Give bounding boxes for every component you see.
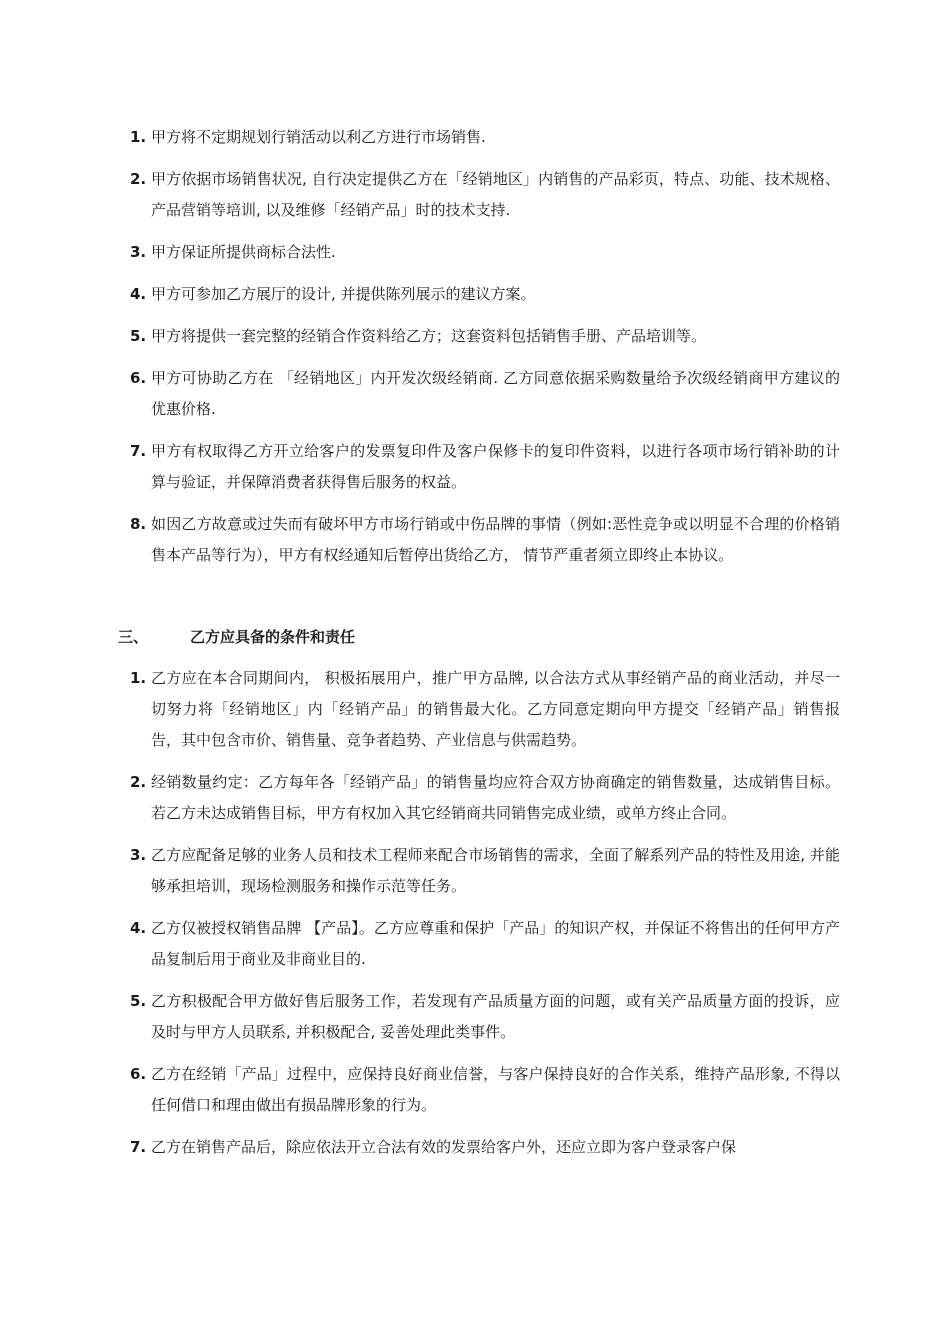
item-number: 1. — [130, 128, 147, 146]
item-number: 5. — [130, 327, 147, 345]
item-text: 如因乙方故意或过失而有破坏甲方市场行销或中伤品牌的事情（例如:恶性竞争或以明显不合理的价格销售本产品等行为），甲方有权经通知后暂停出货给乙方， 情节严重者须立即终止本协议。 — [151, 515, 840, 564]
item-number: 7. — [130, 442, 147, 460]
item-number: 2. — [130, 170, 147, 188]
item-number: 6. — [130, 369, 147, 387]
section-heading — [118, 626, 355, 647]
list-item — [130, 436, 840, 498]
section-title: 乙方应具备的条件和责任 — [190, 628, 356, 646]
item-text: 甲方保证所提供商标合法性. — [151, 243, 336, 261]
list-item — [130, 237, 840, 268]
list-item — [130, 509, 840, 571]
item-number: 6. — [130, 1065, 147, 1083]
item-text: 经销数量约定：乙方每年各「经销产品」的销售量均应符合双方协商确定的销售数量，达成销售目标。若乙方未达成销售目标，甲方有权加入其它经销商共同销售完成业绩，或单方终止合同。 — [151, 773, 840, 822]
item-number: 7. — [130, 1138, 147, 1156]
item-text: 乙方仅被授权销售品牌 【产品】。乙方应尊重和保护「产品」的知识产权，并保证不将售出的任何甲方产品复制后用于商业及非商业目的. — [151, 919, 840, 968]
item-text: 乙方应配备足够的业务人员和技术工程师来配合市场销售的需求，全面了解系列产品的特性及用途, 并能够承担培训，现场检测服务和操作示范等任务。 — [151, 846, 840, 895]
list-item — [130, 767, 840, 829]
item-number: 3. — [130, 243, 147, 261]
item-text: 甲方依据市场销售状况, 自行决定提供乙方在「经销地区」内销售的产品彩页，特点、功能、技术规格、产品营销等培训, 以及维修「经销产品」时的技术支持. — [151, 170, 840, 219]
list-item — [130, 1059, 840, 1121]
list-item — [130, 986, 840, 1048]
list-item — [130, 321, 840, 352]
item-text: 甲方将不定期规划行销活动以利乙方进行市场销售. — [151, 128, 486, 146]
list-item — [130, 913, 840, 975]
item-text: 乙方在经销「产品」过程中，应保持良好商业信誉，与客户保持良好的合作关系，维持产品形象, 不得以任何借口和理由做出有损品牌形象的行为。 — [151, 1065, 840, 1114]
list-item — [130, 840, 840, 902]
item-number: 2. — [130, 773, 147, 791]
section-number: 三、 — [118, 628, 149, 646]
list-item — [130, 363, 840, 425]
list-item — [130, 1132, 840, 1163]
item-number: 5. — [130, 992, 147, 1010]
item-number: 8. — [130, 515, 147, 533]
item-text: 甲方可协助乙方在 「经销地区」内开发次级经销商. 乙方同意依据采购数量给予次级经销商甲方建议的优惠价格. — [151, 369, 840, 418]
item-number: 1. — [130, 669, 147, 687]
list-item — [130, 164, 840, 226]
item-text: 甲方有权取得乙方开立给客户的发票复印件及客户保修卡的复印件资料，以进行各项市场行销补助的计算与验证，并保障消费者获得售后服务的权益。 — [151, 442, 840, 491]
list-item — [130, 279, 840, 310]
party-b-obligations-list — [130, 663, 840, 1174]
item-text: 乙方在销售产品后，除应依法开立合法有效的发票给客户外，还应立即为客户登录客户保 — [151, 1138, 737, 1156]
item-text: 乙方应在本合同期间内， 积极拓展用户，推广甲方品牌, 以合法方式从事经销产品的商业活动，并尽一切努力将「经销地区」内「经销产品」的销售最大化。乙方同意定期向甲方提交「经销产品」销售报告，其中包含市价、销售量、竞争者趋势、产业信息与供需趋势。 — [151, 669, 840, 749]
item-number: 3. — [130, 846, 147, 864]
item-number: 4. — [130, 919, 147, 937]
item-text: 乙方积极配合甲方做好售后服务工作，若发现有产品质量方面的问题，或有关产品质量方面的投诉，应及时与甲方人员联系, 并积极配合, 妥善处理此类事件。 — [151, 992, 840, 1041]
list-item — [130, 663, 840, 756]
list-item — [130, 122, 840, 153]
party-a-obligations-list — [130, 122, 840, 582]
item-number: 4. — [130, 285, 147, 303]
item-text: 甲方可参加乙方展厅的设计, 并提供陈列展示的建议方案。 — [151, 285, 536, 303]
item-text: 甲方将提供一套完整的经销合作资料给乙方；这套资料包括销售手册、产品培训等。 — [151, 327, 707, 345]
